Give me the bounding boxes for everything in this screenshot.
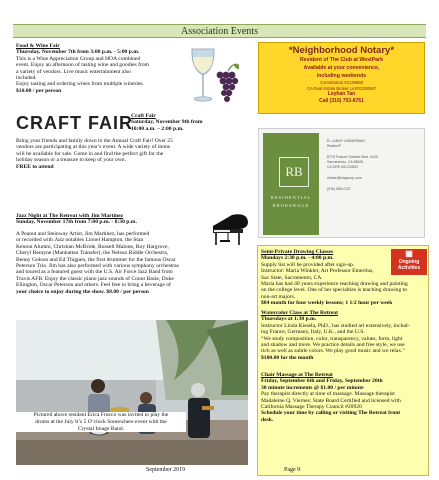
card-monogram: RB xyxy=(279,157,309,187)
massage-line: Schedule your time by calling or visiting The Retreat front xyxy=(261,410,401,417)
drawing-class-line: non-art majors. xyxy=(261,293,296,300)
craft-fair-title: Craft Fair xyxy=(131,113,156,119)
ongoing-activities-badge xyxy=(391,249,427,275)
notary-title: *Neighborhood Notary* xyxy=(288,45,395,56)
drawing-class-title: Semi-Private Drawing Classes xyxy=(261,249,334,255)
craft-fair-line: vendors are participating at this year’s event. A wide variety of items xyxy=(16,144,170,151)
section-header xyxy=(13,24,426,38)
notary-phone: Call (310) 753-8761 xyxy=(319,98,364,104)
jazz-line: Peterson Trio. Jim has also performed with various symphony orchestras xyxy=(16,263,179,270)
massage-line: desk. xyxy=(261,416,274,423)
card-brand-panel xyxy=(263,133,319,235)
notary-commission: Commission #2139898 xyxy=(320,80,363,85)
card-address: 8775 Folsom Outside Blvd. #100 xyxy=(327,155,378,159)
wine-fair-line: a variety of vendors. Live music entertainment also xyxy=(16,68,131,75)
photo-caption xyxy=(16,412,186,432)
massage-line: Pay therapist directly at time of massage. Massage therapist xyxy=(261,391,395,398)
footer-date: September 2019 xyxy=(146,467,186,473)
notary-ad xyxy=(258,42,425,114)
drawing-class-line: Maria has had 40 years experience teaching drawing and painting xyxy=(261,281,408,287)
calendar-icon: ▦ xyxy=(405,249,413,258)
wine-glass-grapes-image xyxy=(184,45,242,109)
business-card-ad xyxy=(258,128,425,238)
jazz-when: Sunday, November 17th from 7:00 p.m. - 8:30 p.m. xyxy=(16,219,137,226)
card-email: rlinder@rbsgroup.com xyxy=(327,176,362,180)
massage-title: Chair Massage at The Retreat xyxy=(261,372,333,378)
page-title: Association Events xyxy=(181,26,258,37)
craft-fair-date: Saturday, November 9th from xyxy=(131,119,203,126)
wine-fair-price: $10.00 / per person xyxy=(16,87,62,94)
craft-fair-line: Bring your friends and family down to the Annual Craft Fair! Over 25 xyxy=(16,138,173,144)
wine-fair-line: This is a Wine Appreciation Group and HOA combined xyxy=(16,55,141,62)
craft-fair-line: will be available for sale. Come in and find the perfect gift for the xyxy=(16,150,164,157)
watercolor-title: Watercolor Class at The Retreat xyxy=(261,310,338,316)
watercolor-when: Thursdays at 1:30 p.m. xyxy=(261,316,317,323)
jazz-line: Kenton Alumni, Christian McBride, Russell Malone, Roy Hargrove, xyxy=(16,243,169,250)
watercolor-line: “We study composition, color, transparency, values, form, light xyxy=(261,335,403,342)
card-address: Sacramento, CA 95826 xyxy=(327,160,364,164)
badge-label: Ongoing xyxy=(398,259,420,265)
craft-fair-time: 10:00 a.m. – 2:00 p.m. xyxy=(131,125,184,132)
wine-fair-line: event. Enjoy an afternoon of tasting wine and goodies from xyxy=(16,62,149,69)
jazz-line: Benny Golson and Ed Thigpen, the first drummer for the famous Oscar xyxy=(16,256,176,263)
notary-name: Leyhan Tan xyxy=(327,91,356,97)
notary-line: Resident of The Club at WestPark xyxy=(300,57,383,63)
badge-label: Activities xyxy=(397,265,421,271)
chair-massage xyxy=(261,372,426,423)
craft-fair-heading xyxy=(131,113,251,132)
massage-rate: 30 minute increments @ $1.00 / per minute xyxy=(261,384,364,391)
notary-line: Available at your convenience, xyxy=(303,65,380,71)
drawing-class-price: $84 month for four weekly lessons; 1 1/2 hour per week xyxy=(261,300,393,307)
jazz-line: Travis AFB. Enjoy the classic piano jazz sounds of Count Basie, Duke xyxy=(16,275,174,282)
massage-line: California Massage Therapy Council #20920 xyxy=(261,404,362,411)
watercolor-line: ing France, Germany, Italy, U.K., and the U.S. xyxy=(261,329,365,336)
wine-fair-title: Food & Wine Fair xyxy=(16,43,60,49)
card-name: R. LANNY LINDERMAN xyxy=(327,139,365,143)
drawing-class-line: on the college level. One of her specialties is teaching drawing to xyxy=(261,287,408,294)
caption-line: drums at the July It’s 5 O’clock Somewhere event with the xyxy=(35,418,167,425)
wine-fair-line: included. xyxy=(16,75,37,82)
drawing-class-line: Sac State, Sacramento, CA xyxy=(261,274,322,281)
watercolor-line: rich as well as subtle colors. We play good music and we relax.” xyxy=(261,348,405,355)
wine-fair-article xyxy=(16,43,184,94)
jazz-line: Cheryl Bentyne (Manhattan Transfer), the Nelson Riddle Orchestra, xyxy=(16,250,169,257)
watercolor-class xyxy=(261,310,426,361)
band-photo xyxy=(16,320,248,465)
card-phone: (916) 555-0137 xyxy=(327,187,351,191)
drawing-class-heading xyxy=(261,249,389,281)
notary-license: CA Real Estate Broker Lic#01250667 xyxy=(306,85,377,91)
jazz-line: your choice to enjoy during the show. $8.00 / per person xyxy=(16,288,149,295)
watercolor-line: and shadow and more. We practice details and free style, we use xyxy=(261,342,405,349)
card-role: Realtor® xyxy=(327,144,341,148)
jazz-line: and toured as a featured guest with the U.S. Air Force Jazz Band from xyxy=(16,269,173,276)
jazz-line: Ellington, Oscar Peterson and others. Feel free to bring a beverage of xyxy=(16,282,171,289)
massage-line: Madaleine Q. Viernes: State Board Certified and licensed with xyxy=(261,397,401,404)
massage-when: Friday, September 6th and Friday, September 20th xyxy=(261,378,383,385)
jazz-line: A Peanut and Steinway Artist, Jim Martinez, has performed xyxy=(16,231,150,237)
watercolor-line: Instructor Linda Kissela, PhD., has studied art extensively, includ- xyxy=(261,322,410,329)
jazz-article xyxy=(16,231,248,295)
craft-fair-logo: CRAFT FAIR xyxy=(16,113,133,133)
jazz-heading xyxy=(16,213,211,226)
card-details xyxy=(327,139,421,192)
caption-line: Pictured above resident Erica Frucco was invited to play the xyxy=(33,412,169,418)
craft-fair-free: FREE to attend xyxy=(16,163,54,170)
jazz-title: Jazz Night at The Retreat with Jim Martinez xyxy=(16,213,124,219)
craft-fair-article xyxy=(16,138,248,170)
card-brand-line: RESIDENTIAL xyxy=(270,195,312,200)
caption-line: Crystal Image Band. xyxy=(77,425,125,432)
craft-fair-line: holiday season or a treasure to keep of your own. xyxy=(16,157,126,164)
card-dre: CA DRE #01234567 xyxy=(327,165,359,169)
watercolor-price: $100.00 for the month xyxy=(261,354,314,361)
drawing-class-when: Mondays 2:30 p.m. - 4:00 p.m. xyxy=(261,255,334,262)
jazz-line: or recorded with Jazz notables Lionel Hampton, the Stan xyxy=(16,237,144,244)
notary-line: including weekends xyxy=(316,73,367,79)
drawing-class-line: Instructor: Maria Winkler, Art Professor Emeritus, xyxy=(261,268,374,275)
drawing-class-line: Supply list will be provided after sign-up. xyxy=(261,261,355,268)
wine-fair-when: Thursday, November 7th from 3:00 p.m. - 5:00 p.m. xyxy=(16,49,140,56)
wine-fair-line: Enjoy tasting and ordering wines from multiple wineries. xyxy=(16,81,145,88)
page-number: Page 9 xyxy=(284,467,301,473)
card-brand-line: BROKERAGE xyxy=(272,203,310,208)
drawing-class-body xyxy=(261,281,426,307)
